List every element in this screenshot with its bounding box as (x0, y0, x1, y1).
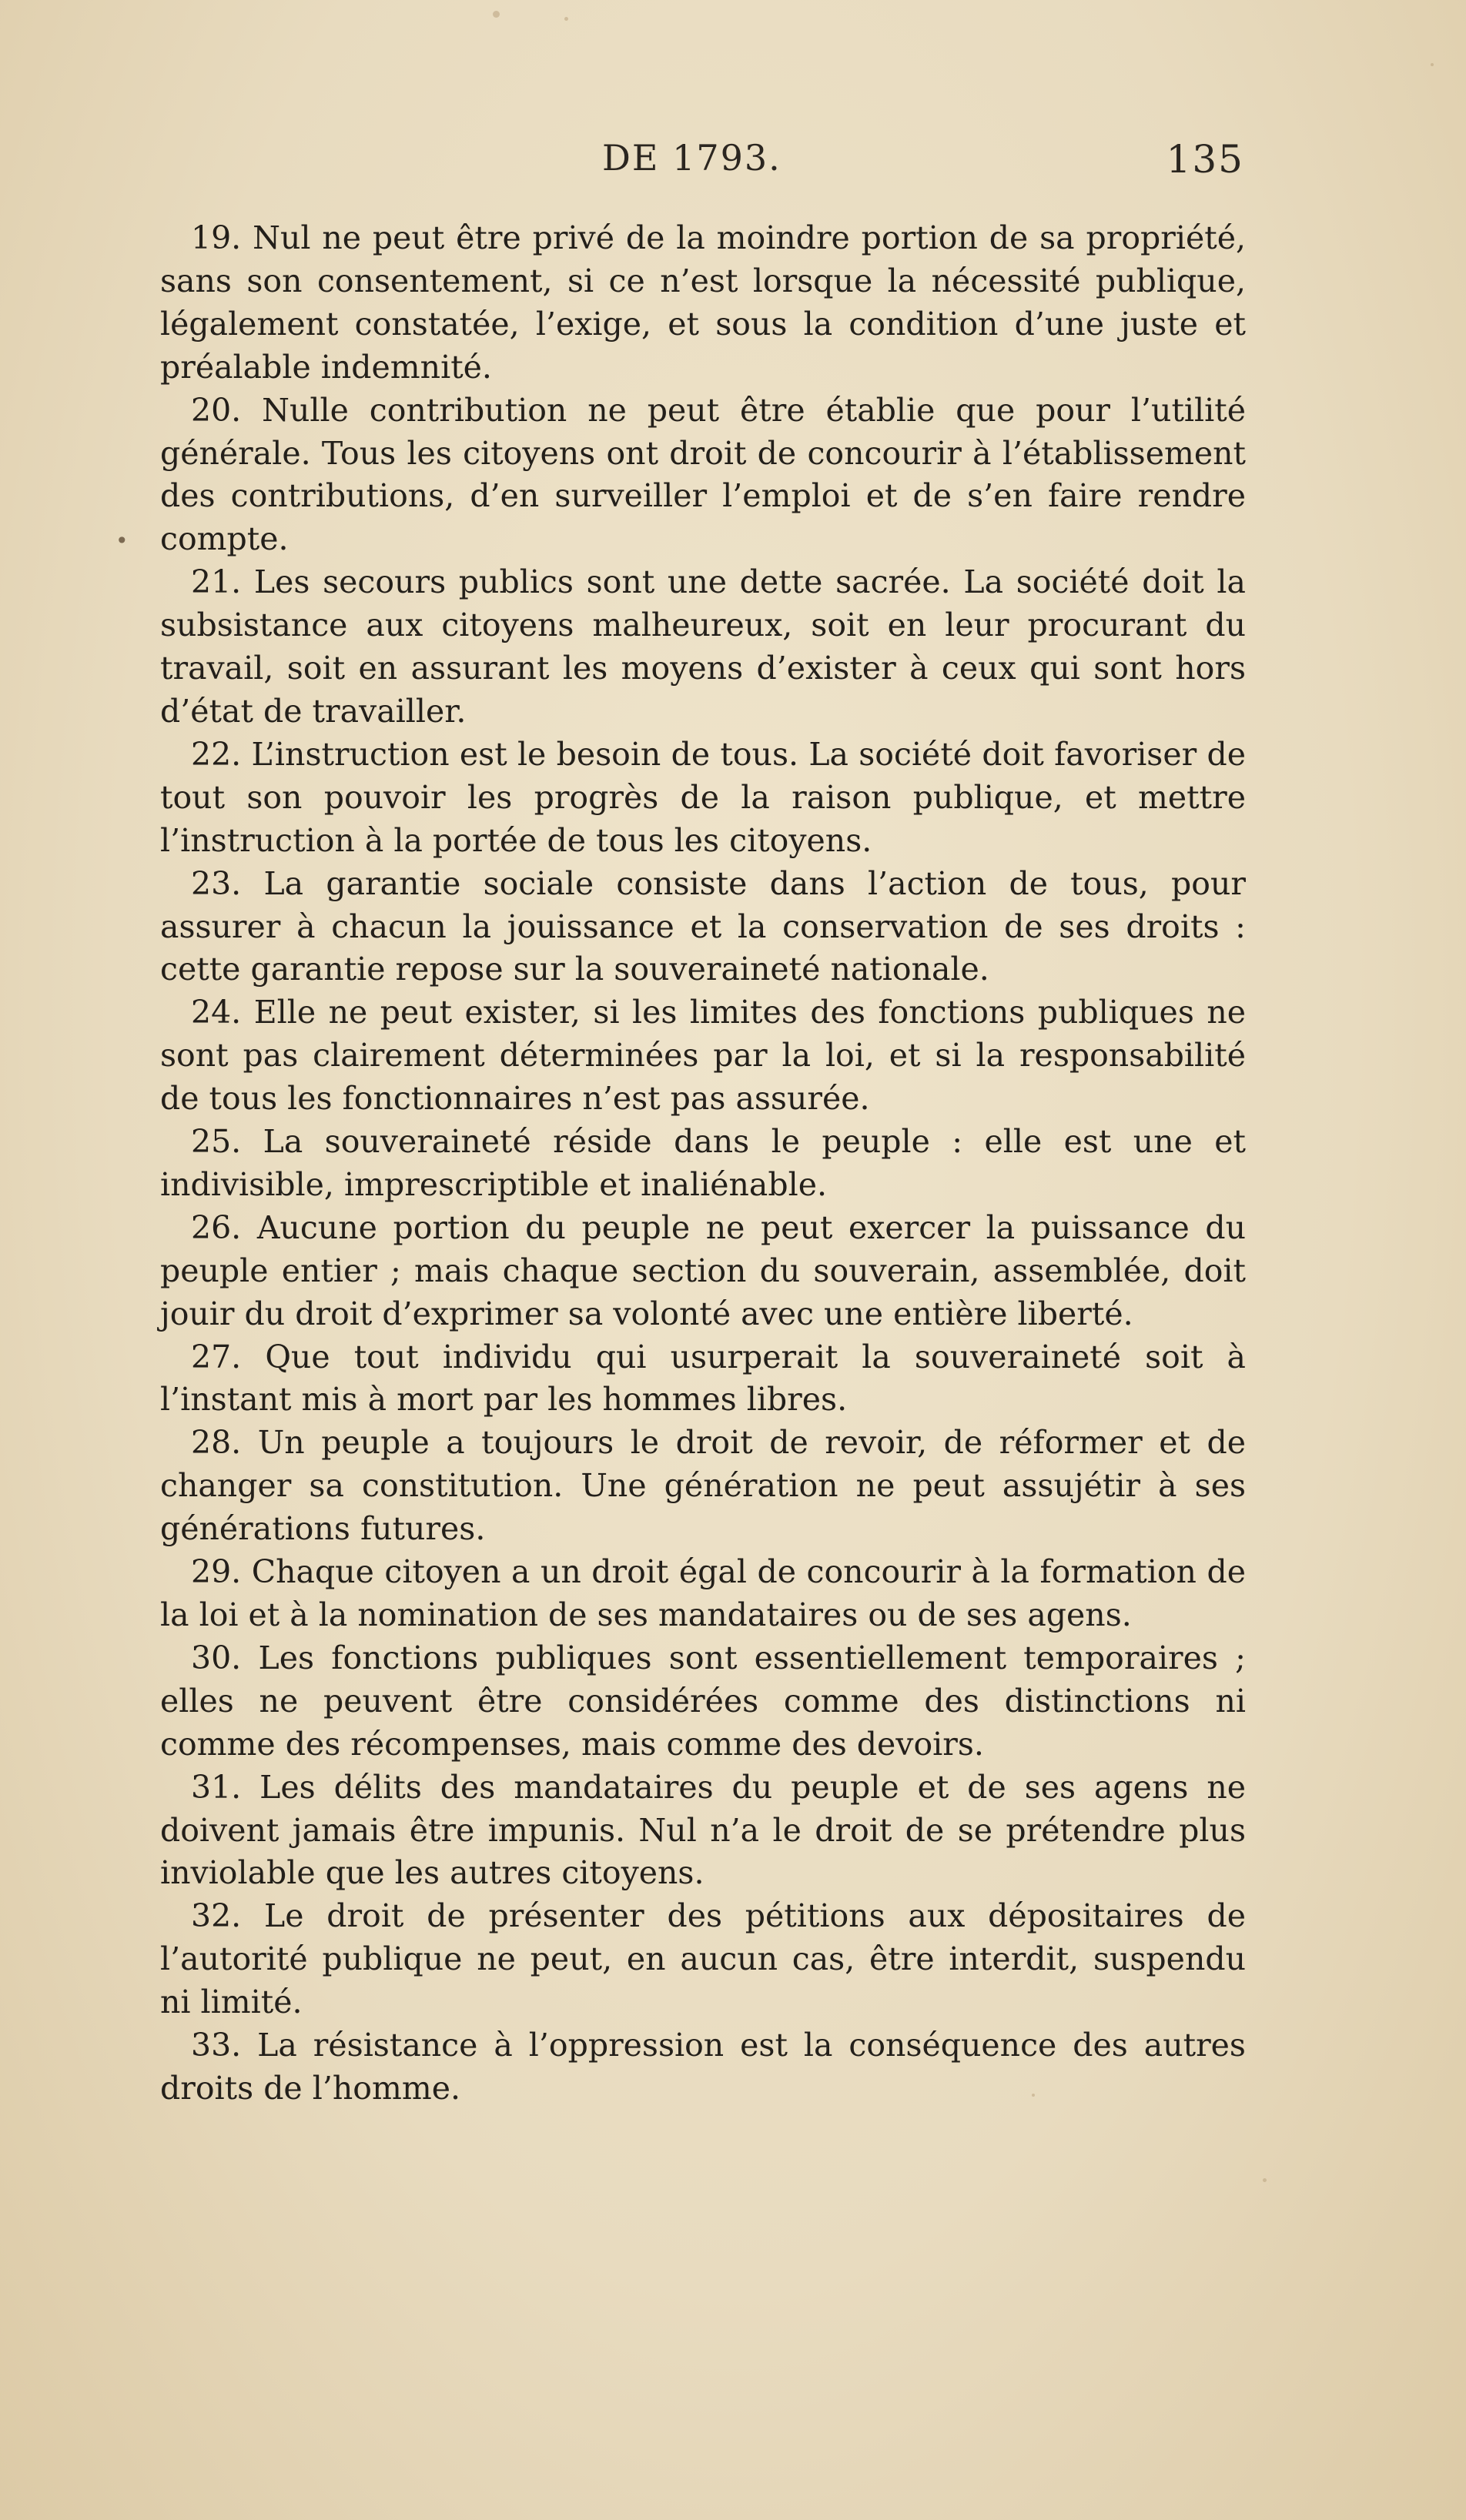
article-30 (160, 1637, 1246, 1766)
article-text: Aucune portion du peuple ne peut exercer la puissance du peuple entier ; mais chaque section du souverain, assemblée, doit jouir du droit d’exprimer sa volonté avec une entière liberté. (160, 1208, 1246, 1332)
article-number: 29. (191, 1553, 242, 1591)
article-number: 19. (191, 219, 242, 256)
article-number: 24. (191, 994, 242, 1031)
article-text: Chaque citoyen a un droit égal de concourir à la formation de la loi et à la nomination de ses mandataires ou de ses agens. (160, 1553, 1246, 1633)
article-text: Le droit de présenter des pétitions aux dépositaires de l’autorité publique ne peut, en aucun cas, être interdit, suspendu ni limité. (160, 1897, 1246, 2021)
paper-speck (1431, 63, 1434, 66)
article-21 (160, 561, 1246, 734)
article-29 (160, 1551, 1246, 1637)
article-number: 23. (191, 864, 242, 902)
article-text: Un peuple a toujours le droit de revoir, de réformer et de changer sa constitution. Une génération ne peut assujétir à ses générations futures. (160, 1424, 1246, 1548)
article-27 (160, 1336, 1246, 1422)
running-head: DE 1793. (602, 137, 782, 179)
page-header (160, 137, 1244, 191)
article-number: 33. (191, 2027, 242, 2064)
article-text: Les fonctions publiques sont essentiellement temporaires ; elles ne peuvent être considérées comme des distinctions ni comme des récompenses, mais comme des devoirs. (160, 1639, 1246, 1763)
paper-speck (493, 11, 500, 18)
article-text: L’instruction est le besoin de tous. La société doit favoriser de tout son pouvoir les progrès de la raison publique, et mettre l’instruction à la portée de tous les citoyens. (160, 735, 1246, 859)
article-text: La garantie sociale consiste dans l’action de tous, pour assurer à chacun la jouissance et la conservation de ses droits : cette garantie repose sur la souveraineté nationale. (160, 864, 1246, 988)
article-text: La résistance à l’oppression est la conséquence des autres droits de l’homme. (160, 2027, 1246, 2107)
article-number: 22. (191, 735, 242, 773)
article-text: Nulle contribution ne peut être établie que pour l’utilité générale. Tous les citoyens ont droit de concourir à l’établissement des contributions, d’en surveiller l’emploi et de s’en faire rendre compte. (160, 391, 1246, 558)
article-number: 28. (191, 1424, 242, 1462)
body-text (160, 217, 1246, 2111)
article-number: 21. (191, 563, 242, 601)
article-20 (160, 389, 1246, 562)
article-number: 31. (191, 1768, 242, 1806)
article-text: La souveraineté réside dans le peuple : elle est une et indivisible, imprescriptible et inaliénable. (160, 1123, 1246, 1203)
article-text: Elle ne peut exister, si les limites des fonctions publiques ne sont pas clairement déterminées par la loi, et si la responsabilité de tous les fonctionnaires n’est pas assurée. (160, 994, 1246, 1118)
article-25 (160, 1121, 1246, 1207)
article-33 (160, 2024, 1246, 2111)
article-31 (160, 1766, 1246, 1896)
article-number: 20. (191, 391, 242, 429)
article-23 (160, 863, 1246, 992)
article-text: Les délits des mandataires du peuple et de ses agens ne doivent jamais être impunis. Nul n’a le droit de se prétendre plus inviolable que les autres citoyens. (160, 1768, 1246, 1892)
article-number: 27. (191, 1338, 242, 1375)
article-32 (160, 1895, 1246, 2024)
article-number: 32. (191, 1897, 242, 1935)
article-number: 30. (191, 1639, 242, 1676)
article-number: 25. (191, 1123, 242, 1161)
article-text: Les secours publics sont une dette sacrée. La société doit la subsistance aux citoyens malheureux, soit en leur procurant du travail, soit en assurant les moyens d’exister à ceux qui sont hors d’état de travailler. (160, 563, 1246, 730)
margin-mark: • (115, 528, 129, 553)
article-24 (160, 991, 1246, 1121)
paper-speck (1263, 2178, 1267, 2182)
article-19 (160, 217, 1246, 389)
article-28 (160, 1422, 1246, 1551)
paper-speck (564, 17, 568, 21)
article-26 (160, 1207, 1246, 1336)
article-number: 26. (191, 1208, 242, 1246)
article-text: Que tout individu qui usurperait la souveraineté soit à l’instant mis à mort par les hommes libres. (160, 1338, 1246, 1419)
article-text: Nul ne peut être privé de la moindre portion de sa propriété, sans son consentement, si ce n’est lorsque la nécessité publique, légalement constatée, l’exige, et sous la condition d’une juste et préalable indemnité. (160, 219, 1246, 386)
article-22 (160, 734, 1246, 863)
page-number: 135 (1166, 137, 1244, 182)
